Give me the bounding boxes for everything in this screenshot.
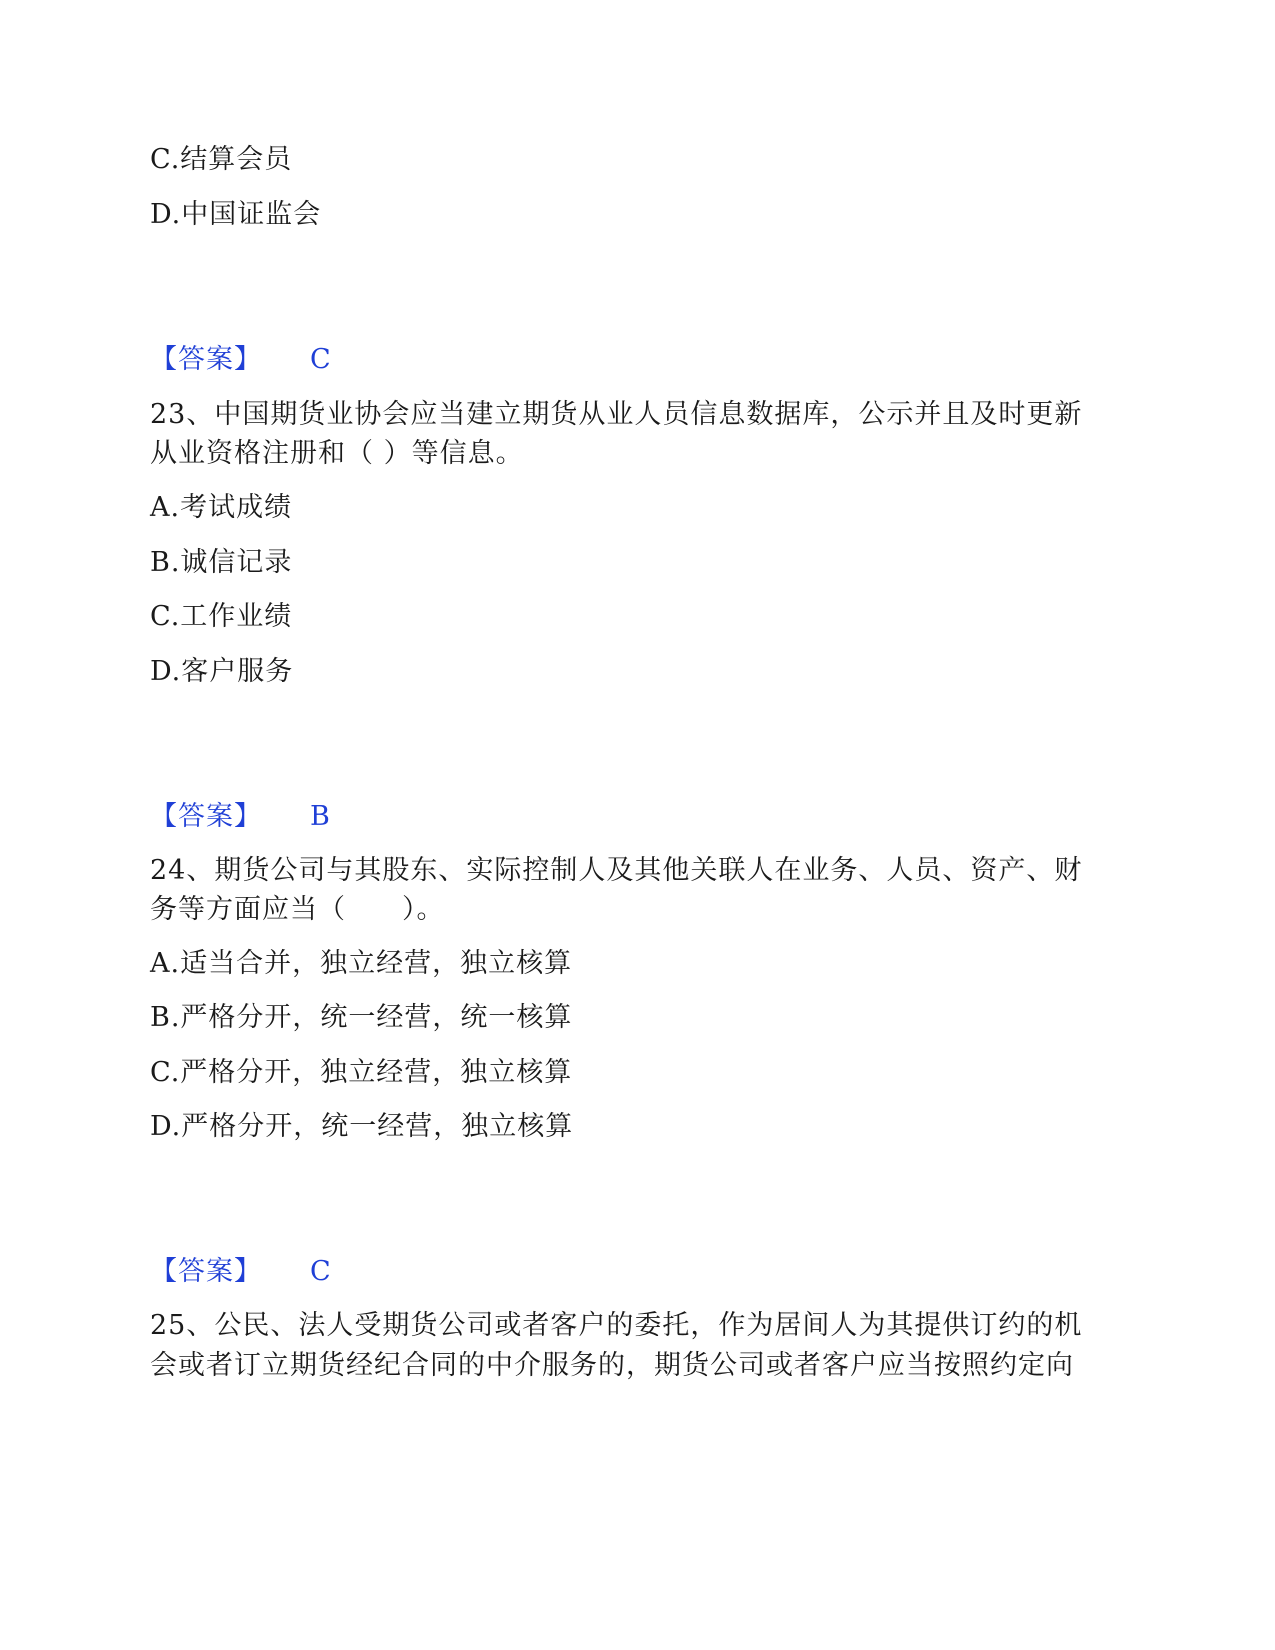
question-23-line-2: 从业资格注册和（ ）等信息。 — [150, 438, 524, 469]
answer-label: 【答案】 — [150, 1256, 262, 1287]
option-23-b: B.诚信记录 — [150, 547, 293, 578]
question-25-line-2: 会或者订立期货经纪合同的中介服务的，期货公司或者客户应当按照约定向 — [150, 1350, 1074, 1381]
answer-23 — [150, 797, 331, 837]
question-25-line-1: 25、公民、法人受期货公司或者客户的委托，作为居间人为其提供订约的机 — [150, 1310, 1083, 1341]
answer-label: 【答案】 — [150, 344, 262, 375]
answer-value: C — [310, 344, 332, 375]
answer-label: 【答案】 — [150, 801, 262, 832]
answer-value: B — [310, 801, 331, 832]
question-24-line-2: 务等方面应当（ ）。 — [150, 894, 445, 925]
option-23-c: C.工作业绩 — [150, 601, 293, 632]
option-23-a: A.考试成绩 — [150, 492, 293, 523]
option-22-d: D.中国证监会 — [150, 199, 322, 230]
option-24-b: B.严格分开，统一经营，统一核算 — [150, 1002, 573, 1033]
answer-24 — [150, 1252, 332, 1292]
option-23-d: D.客户服务 — [150, 656, 294, 687]
option-24-a: A.适当合并，独立经营，独立核算 — [150, 948, 573, 979]
option-24-d: D.严格分开，统一经营，独立核算 — [150, 1111, 574, 1142]
answer-22 — [150, 340, 332, 380]
question-23-line-1: 23、中国期货业协会应当建立期货从业人员信息数据库，公示并且及时更新 — [150, 399, 1083, 430]
option-22-c: C.结算会员 — [150, 144, 293, 175]
answer-value: C — [310, 1256, 332, 1287]
question-24-line-1: 24、期货公司与其股东、实际控制人及其他关联人在业务、人员、资产、财 — [150, 855, 1083, 886]
option-24-c: C.严格分开，独立经营，独立核算 — [150, 1057, 573, 1088]
